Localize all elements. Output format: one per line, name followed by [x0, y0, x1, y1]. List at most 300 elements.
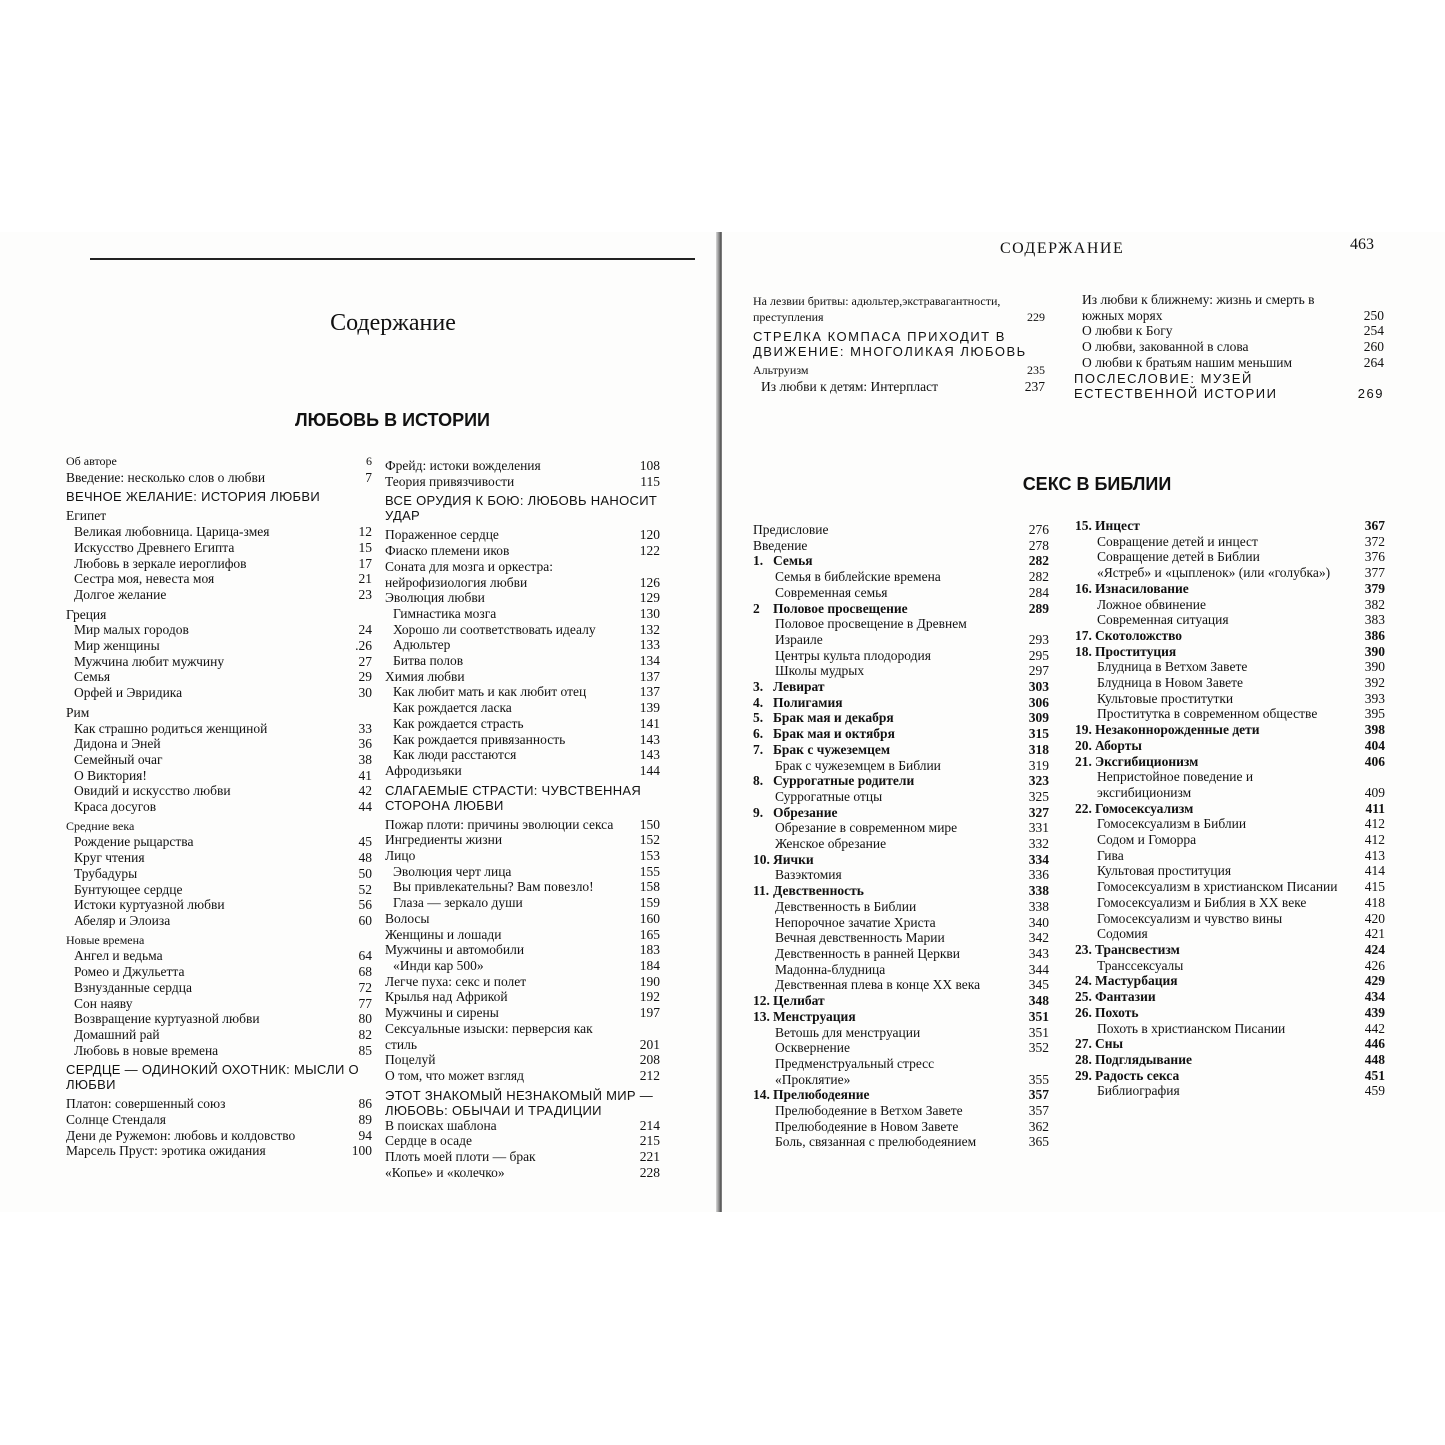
- toc-page-number: 297: [1028, 663, 1049, 679]
- toc-entry: [753, 1134, 1049, 1150]
- toc-entry-title: Сексуальные изыски: перверсия как стиль: [385, 1020, 593, 1052]
- toc-entry-title: [1075, 738, 1385, 754]
- toc-page-number: 139: [639, 700, 660, 716]
- toc-entry-title: [1075, 942, 1385, 958]
- toc-entry-title: Ангел и ведьма: [74, 948, 163, 964]
- toc-column-left-2: [385, 458, 660, 1180]
- toc-entry-title: [1075, 644, 1385, 660]
- toc-page-number: 269: [1357, 385, 1384, 401]
- toc-page-number: 404: [1364, 737, 1385, 753]
- toc-entry-title: «Копье» и «колечко»: [385, 1164, 505, 1180]
- toc-chapter-title: Брак мая и октября: [773, 726, 895, 742]
- toc-entry-title: Как рождается привязанность: [393, 731, 566, 747]
- toc-column-right-1: [753, 522, 1049, 1150]
- toc-entry-title: Хорошо ли соответствовать идеалу: [393, 621, 596, 637]
- toc-page-number: 344: [1028, 961, 1049, 977]
- toc-entry: [66, 799, 372, 815]
- toc-entry-title: [753, 852, 1049, 868]
- toc-page-number: 357: [1028, 1103, 1049, 1119]
- toc-entry: [753, 663, 1049, 679]
- toc-entry-title: Теория привязчивости: [385, 473, 515, 489]
- toc-entry: [753, 379, 1045, 395]
- toc-entry-title: Солнце Стендаля: [66, 1112, 166, 1128]
- toc-page-number: 190: [639, 973, 660, 989]
- toc-page-number: 362: [1028, 1118, 1049, 1134]
- toc-chapter-title: Сны: [1095, 1036, 1124, 1052]
- toc-entry: [66, 1096, 372, 1112]
- toc-entry: [385, 527, 660, 543]
- toc-chapter-title: Менструация: [773, 1008, 856, 1024]
- toc-page-number: 38: [358, 751, 372, 767]
- toc-entry: [1075, 581, 1385, 597]
- toc-entry: [66, 489, 372, 504]
- toc-entry-title: О любви к братьям нашим меньшим: [1082, 354, 1293, 370]
- toc-entry-title: Женщины и лошади: [385, 926, 502, 942]
- toc-entry-title: Введение: [753, 537, 808, 553]
- toc-entry-title: Из любви к ближнему: жизнь и смерть в южных морях: [1082, 292, 1315, 323]
- toc-page-number: 50: [358, 865, 372, 881]
- toc-entry: [66, 587, 372, 603]
- toc-page-number: 23: [358, 586, 372, 602]
- toc-entry: [1074, 355, 1384, 371]
- toc-entry-title: Пораженное сердце: [385, 527, 499, 543]
- toc-entry: [1074, 323, 1384, 339]
- toc-page-number: 89: [358, 1112, 372, 1128]
- toc-entry: [66, 1011, 372, 1027]
- toc-page-number: 348: [1028, 993, 1049, 1009]
- toc-entry: [753, 553, 1049, 569]
- toc-entry: [385, 974, 660, 990]
- toc-chapter-title: Скотоложство: [1095, 627, 1183, 643]
- toc-entry-title: [1075, 1005, 1385, 1021]
- toc-entry-title: Семья в библейские времена: [775, 569, 941, 585]
- toc-entry: [1075, 644, 1385, 660]
- toc-entry-title: «Инди кар 500»: [393, 957, 484, 973]
- toc-entry-title: Волосы: [385, 910, 430, 926]
- toc-page-number: 439: [1364, 1004, 1385, 1020]
- toc-entry: [1075, 942, 1385, 958]
- toc-entry-title: ЭТОТ ЗНАКОМЫЙ НЕЗНАКОМЫЙ МИР — ЛЮБОВЬ: ОБЫЧАИ И ТРАДИЦИИ: [385, 1087, 654, 1118]
- toc-page-number: 52: [358, 881, 372, 897]
- toc-entry-title: [1075, 989, 1385, 1005]
- toc-chapter-title: Изнасилование: [1095, 580, 1189, 596]
- toc-entry: [753, 648, 1049, 664]
- toc-entry: [66, 1112, 372, 1128]
- toc-entry-title: Гомосексуализм и чувство вины: [1097, 910, 1283, 926]
- toc-entry: [753, 601, 1049, 617]
- toc-entry-title: Как рождается ласка: [393, 700, 512, 716]
- toc-entry: [1075, 1021, 1385, 1037]
- toc-page-number: 418: [1364, 894, 1385, 910]
- toc-entry: [66, 819, 372, 835]
- toc-entry-title: Вы привлекательны? Вам повезло!: [393, 879, 594, 895]
- toc-page-number: 448: [1364, 1051, 1385, 1067]
- toc-entry: [753, 695, 1049, 711]
- toc-entry: [1075, 926, 1385, 942]
- toc-page-number: 376: [1364, 549, 1385, 565]
- toc-entry-title: Марсель Пруст: эротика ожидания: [66, 1143, 266, 1159]
- toc-page-number: 122: [639, 543, 660, 559]
- toc-entry: [1075, 612, 1385, 628]
- toc-entry: [753, 710, 1049, 726]
- toc-chapter-title: Обрезание: [773, 804, 838, 820]
- toc-page-number: 77: [358, 995, 372, 1011]
- toc-entry-title: Предисловие: [753, 522, 829, 537]
- toc-entry: [1075, 628, 1385, 644]
- toc-entry-title: Гомосексуализм и Библия в XX веке: [1097, 894, 1307, 910]
- toc-entry-title: [753, 993, 1049, 1009]
- toc-page-number: 80: [358, 1011, 372, 1027]
- toc-entry: [66, 752, 372, 768]
- toc-page-number: 365: [1028, 1134, 1049, 1150]
- toc-page-number: 208: [639, 1052, 660, 1068]
- toc-entry: [66, 783, 372, 799]
- toc-page-number: 390: [1364, 659, 1385, 675]
- toc-chapter-title: Левират: [773, 679, 825, 695]
- toc-entry: [385, 989, 660, 1005]
- toc-entry-title: Любовь в новые времена: [74, 1042, 219, 1058]
- toc-entry: [385, 716, 660, 732]
- toc-page-number: 424: [1364, 941, 1385, 957]
- toc-chapter-number: 11.: [753, 883, 770, 899]
- toc-page-number: 214: [639, 1117, 660, 1133]
- toc-chapter-number: 27.: [1075, 1036, 1092, 1052]
- toc-page-number: 72: [358, 979, 372, 995]
- toc-page-number: 60: [358, 912, 372, 928]
- toc-entry-title: [1075, 1052, 1385, 1068]
- toc-entry-title: Мир женщины: [74, 638, 160, 654]
- toc-chapter-number: 29.: [1075, 1067, 1092, 1083]
- toc-entry-title: Библиография: [1097, 1083, 1180, 1099]
- toc-entry: [66, 964, 372, 980]
- toc-page-number: 17: [358, 555, 372, 571]
- toc-entry-title: Дени де Ружемон: любовь и колдовство: [66, 1127, 296, 1143]
- toc-entry: [66, 669, 372, 685]
- toc-entry: [1075, 911, 1385, 927]
- toc-entry-title: Мир малых городов: [74, 622, 189, 638]
- toc-entry-title: Альтруизм: [753, 363, 809, 378]
- toc-entry: [753, 883, 1049, 899]
- toc-entry-title: [1075, 628, 1385, 644]
- toc-page-number: 336: [1028, 867, 1049, 883]
- toc-chapter-title: Гомосексуализм: [1095, 800, 1194, 816]
- toc-chapter-number: 12.: [753, 993, 770, 1009]
- toc-entry: [753, 993, 1049, 1009]
- toc-page-number: 338: [1028, 898, 1049, 914]
- toc-page-number: 434: [1364, 989, 1385, 1005]
- toc-page-number: 158: [639, 879, 660, 895]
- toc-entry: [66, 607, 372, 623]
- toc-entry: [753, 899, 1049, 915]
- toc-chapter-title: Незаконнорожденные дети: [1095, 722, 1260, 738]
- toc-entry: [385, 763, 660, 779]
- toc-page-number: 7: [365, 469, 372, 485]
- toc-page-number: 446: [1364, 1036, 1385, 1052]
- toc-entry: [753, 773, 1049, 789]
- toc-chapter-number: 4.: [753, 694, 764, 710]
- toc-chapter-number: 18.: [1075, 643, 1092, 659]
- toc-chapter-title: Фантазии: [1095, 989, 1156, 1005]
- toc-page-number: 343: [1028, 945, 1049, 961]
- toc-chapter-number: 20.: [1075, 737, 1092, 753]
- toc-entry: [753, 1087, 1049, 1103]
- toc-entry: [753, 820, 1049, 836]
- toc-entry: [385, 747, 660, 763]
- toc-page-number: 68: [358, 964, 372, 980]
- toc-entry-title: Девственность в Библии: [775, 898, 917, 914]
- toc-entry-title: [1075, 1036, 1385, 1052]
- toc-entry-title: Дидона и Эней: [74, 736, 161, 752]
- toc-chapter-number: 23.: [1075, 941, 1092, 957]
- toc-entry: [66, 556, 372, 572]
- header-rule: [90, 258, 695, 260]
- toc-entry-title: Как рождается страсть: [393, 715, 524, 731]
- toc-entry-title: Непристойное поведение и эксгибиционизм: [1097, 769, 1254, 800]
- toc-entry: [66, 913, 372, 929]
- toc-page-number: 289: [1028, 600, 1049, 616]
- toc-page-number: 250: [1363, 307, 1384, 323]
- toc-entry: [66, 933, 372, 949]
- toc-page-number: 306: [1028, 694, 1049, 710]
- toc-entry: [1075, 659, 1385, 675]
- toc-entry-title: Мужчины и сирены: [385, 1005, 499, 1021]
- toc-entry: [753, 742, 1049, 758]
- toc-page-number: 367: [1364, 518, 1385, 533]
- toc-entry-title: [1075, 722, 1385, 738]
- toc-page-number: 86: [358, 1096, 372, 1112]
- toc-entry-title: Содом и Гоморра: [1097, 832, 1197, 848]
- toc-entry: [1075, 565, 1385, 581]
- toc-page-number: 357: [1028, 1087, 1049, 1103]
- toc-entry: [66, 768, 372, 784]
- running-head: СОДЕРЖАНИЕ: [1000, 240, 1125, 257]
- toc-entry-title: Гимнастика мозга: [393, 605, 497, 621]
- toc-page-number: 184: [639, 957, 660, 973]
- toc-entry-title: [753, 710, 1049, 726]
- toc-entry: [753, 294, 1045, 325]
- toc-entry-title: Орфей и Эвридика: [74, 685, 183, 701]
- toc-page-number: 309: [1028, 710, 1049, 726]
- toc-entry: [753, 1040, 1049, 1056]
- toc-entry: [66, 1043, 372, 1059]
- toc-chapter-title: Брак с чужеземцем: [773, 741, 891, 757]
- toc-entry: [1075, 754, 1385, 770]
- toc-entry-title: [1075, 754, 1385, 770]
- toc-entry-title: Девственная плева в конце XX века: [775, 977, 981, 993]
- toc-page-number: 412: [1364, 832, 1385, 848]
- toc-entry-title: Культовая проституция: [1097, 863, 1232, 879]
- toc-entry: [66, 834, 372, 850]
- toc-page-number: 36: [358, 736, 372, 752]
- toc-entry: [753, 569, 1049, 585]
- toc-page-number: 390: [1364, 643, 1385, 659]
- toc-entry-title: Абеляр и Элоиза: [74, 912, 171, 928]
- toc-page-number: 137: [639, 684, 660, 700]
- toc-entry-title: Краса досугов: [74, 799, 157, 815]
- toc-page-number: 398: [1364, 722, 1385, 738]
- toc-entry-title: На лезвии бритвы: адюльтер,экстравагантности, преступления: [753, 294, 1001, 324]
- toc-page-number: 133: [639, 637, 660, 653]
- toc-entry: [385, 669, 660, 685]
- toc-entry-title: Культовые проститутки: [1097, 690, 1234, 706]
- toc-entry-title: [1075, 801, 1385, 817]
- toc-entry-title: Боль, связанная с прелюбодеянием: [775, 1134, 977, 1150]
- toc-entry-title: [753, 553, 1049, 569]
- toc-column-right-2: [1075, 518, 1385, 1099]
- toc-entry: [385, 1005, 660, 1021]
- toc-entry-title: Современная ситуация: [1097, 612, 1229, 628]
- toc-page-number: 254: [1363, 323, 1384, 339]
- toc-entry-title: Трубадуры: [74, 865, 138, 881]
- toc-entry-title: Крылья над Африкой: [385, 989, 508, 1005]
- toc-entry: [1075, 518, 1385, 534]
- toc-entry: [753, 805, 1049, 821]
- toc-entry: [66, 1128, 372, 1144]
- toc-page-number: 100: [351, 1143, 372, 1159]
- toc-entry: [753, 1103, 1049, 1119]
- toc-page-number: 382: [1364, 596, 1385, 612]
- toc-chapter-number: 5.: [753, 710, 764, 726]
- toc-page-number: 130: [639, 605, 660, 621]
- toc-entry: [1074, 292, 1384, 323]
- toc-page-number: 276: [1028, 522, 1049, 537]
- toc-page-number: 120: [639, 527, 660, 543]
- toc-chapter-number: 16.: [1075, 580, 1092, 596]
- toc-entry-title: Похоть в христианском Писании: [1097, 1020, 1286, 1036]
- toc-entry: [385, 895, 660, 911]
- toc-page-number: 229: [1027, 309, 1045, 324]
- toc-page-number: 221: [639, 1149, 660, 1165]
- toc-page-number: 303: [1028, 679, 1049, 695]
- toc-entry-title: [753, 773, 1049, 789]
- toc-entry: [1075, 691, 1385, 707]
- toc-page-number: 377: [1364, 565, 1385, 581]
- toc-chapter-title: Эксгибиционизм: [1095, 753, 1199, 769]
- toc-entry-title: Брак с чужеземцем в Библии: [775, 757, 941, 773]
- toc-entry-title: Половое просвещение в Древнем Израиле: [775, 616, 967, 647]
- toc-entry: [1075, 832, 1385, 848]
- toc-chapter-number: 25.: [1075, 989, 1092, 1005]
- toc-page-number: 150: [639, 816, 660, 832]
- toc-entry-title: Прелюбодеяние в Новом Завете: [775, 1118, 959, 1134]
- toc-entry: [66, 685, 372, 701]
- toc-page-number: 406: [1364, 753, 1385, 769]
- toc-entry: [385, 653, 660, 669]
- toc-entry: [1075, 1083, 1385, 1099]
- toc-entry-title: [753, 742, 1049, 758]
- toc-entry: [1074, 339, 1384, 355]
- toc-entry: [66, 571, 372, 587]
- toc-entry-title: Возвращение куртуазной любви: [74, 1011, 260, 1027]
- toc-chapter-number: 7.: [753, 741, 764, 757]
- toc-page-number: 420: [1364, 910, 1385, 926]
- toc-entry-title: Долгое желание: [74, 586, 167, 602]
- toc-page-number: 29: [358, 669, 372, 685]
- toc-chapter-number: 9.: [753, 804, 764, 820]
- toc-entry-title: СТРЕЛКА КОМПАСА ПРИХОДИТ В ДВИЖЕНИЕ: МНОГОЛИКАЯ ЛЮБОВЬ: [753, 329, 1027, 360]
- toc-entry-title: Соната для мозга и оркестра: нейрофизиология любви: [385, 558, 553, 590]
- toc-chapter-number: 6.: [753, 726, 764, 742]
- toc-chapter-number: 28.: [1075, 1051, 1092, 1067]
- toc-entry-title: Предменструальный стресс «Проклятие»: [775, 1055, 935, 1087]
- toc-entry-title: [753, 679, 1049, 695]
- toc-entry: [385, 637, 660, 653]
- toc-chapter-number: 8.: [753, 773, 764, 789]
- toc-entry: [753, 1009, 1049, 1025]
- toc-page-number: 451: [1364, 1067, 1385, 1083]
- toc-entry-title: Платон: совершенный союз: [66, 1096, 226, 1112]
- toc-page-number: 165: [639, 926, 660, 942]
- toc-entry: [753, 852, 1049, 868]
- page-number: 463: [1350, 236, 1374, 253]
- toc-entry-title: [1075, 1068, 1385, 1084]
- toc-page-number: 41: [358, 767, 372, 783]
- toc-entry-title: Из любви к детям: Интерпласт: [761, 379, 938, 395]
- toc-entry-title: Глаза — зеркало души: [393, 895, 523, 911]
- toc-entry: [66, 524, 372, 540]
- toc-entry-title: Семейный очаг: [74, 751, 163, 767]
- toc-entry: [1075, 597, 1385, 613]
- toc-entry-title: Пожар плоти: причины эволюции секса: [385, 816, 614, 832]
- toc-entry-title: Прелюбодеяние в Ветхом Завете: [775, 1103, 963, 1119]
- toc-entry-title: [753, 726, 1049, 742]
- toc-entry: [1075, 801, 1385, 817]
- toc-entry: [753, 679, 1049, 695]
- toc-page-number: 42: [358, 783, 372, 799]
- toc-entry-title: Совращение детей и инцест: [1097, 533, 1258, 549]
- page-title: Содержание: [330, 310, 456, 336]
- toc-entry-title: Девственность в ранней Церкви: [775, 945, 960, 961]
- toc-entry-title: Битва полов: [393, 653, 464, 669]
- toc-page-number: 411: [1365, 800, 1385, 816]
- toc-entry: [753, 726, 1049, 742]
- toc-entry-title: О любви, закованной в слова: [1082, 339, 1249, 355]
- toc-page-number: 160: [639, 910, 660, 926]
- toc-page-number: 153: [639, 848, 660, 864]
- toc-page-number: 137: [639, 668, 660, 684]
- toc-entry-title: О Виктория!: [74, 767, 147, 783]
- toc-page-number: 415: [1364, 879, 1385, 895]
- toc-page-number: 345: [1028, 977, 1049, 993]
- toc-page-number: 426: [1364, 957, 1385, 973]
- toc-entry: [385, 848, 660, 864]
- toc-entry: [385, 942, 660, 958]
- toc-page-number: 295: [1028, 647, 1049, 663]
- toc-entry-title: [1075, 581, 1385, 597]
- toc-page-number: 85: [358, 1042, 372, 1058]
- toc-entry: [753, 867, 1049, 883]
- toc-chapter-title: Полигамия: [773, 694, 843, 710]
- toc-entry: [753, 616, 1049, 647]
- toc-entry-title: Гомосексуализм в христианском Писании: [1097, 879, 1338, 895]
- toc-page-number: 94: [358, 1127, 372, 1143]
- toc-entry: [66, 996, 372, 1012]
- toc-entry-title: Круг чтения: [74, 850, 145, 866]
- toc-entry: [385, 1165, 660, 1181]
- toc-entry-title: Блудница в Ветхом Завете: [1097, 659, 1248, 675]
- toc-page-number: 372: [1364, 533, 1385, 549]
- toc-page-number: 228: [639, 1164, 660, 1180]
- toc-page-number: 351: [1028, 1008, 1049, 1024]
- toc-entry-title: ВСЕ ОРУДИЯ К БОЮ: ЛЮБОВЬ НАНОСИТ УДАР: [385, 493, 658, 524]
- toc-chapter-title: Прелюбодеяние: [773, 1087, 870, 1103]
- toc-entry: [66, 1062, 372, 1092]
- toc-page-number: 82: [358, 1026, 372, 1042]
- toc-page-number: 201: [639, 1036, 660, 1052]
- toc-entry-title: [753, 601, 1049, 617]
- toc-entry: [1075, 738, 1385, 754]
- toc-page-number: 284: [1028, 584, 1049, 600]
